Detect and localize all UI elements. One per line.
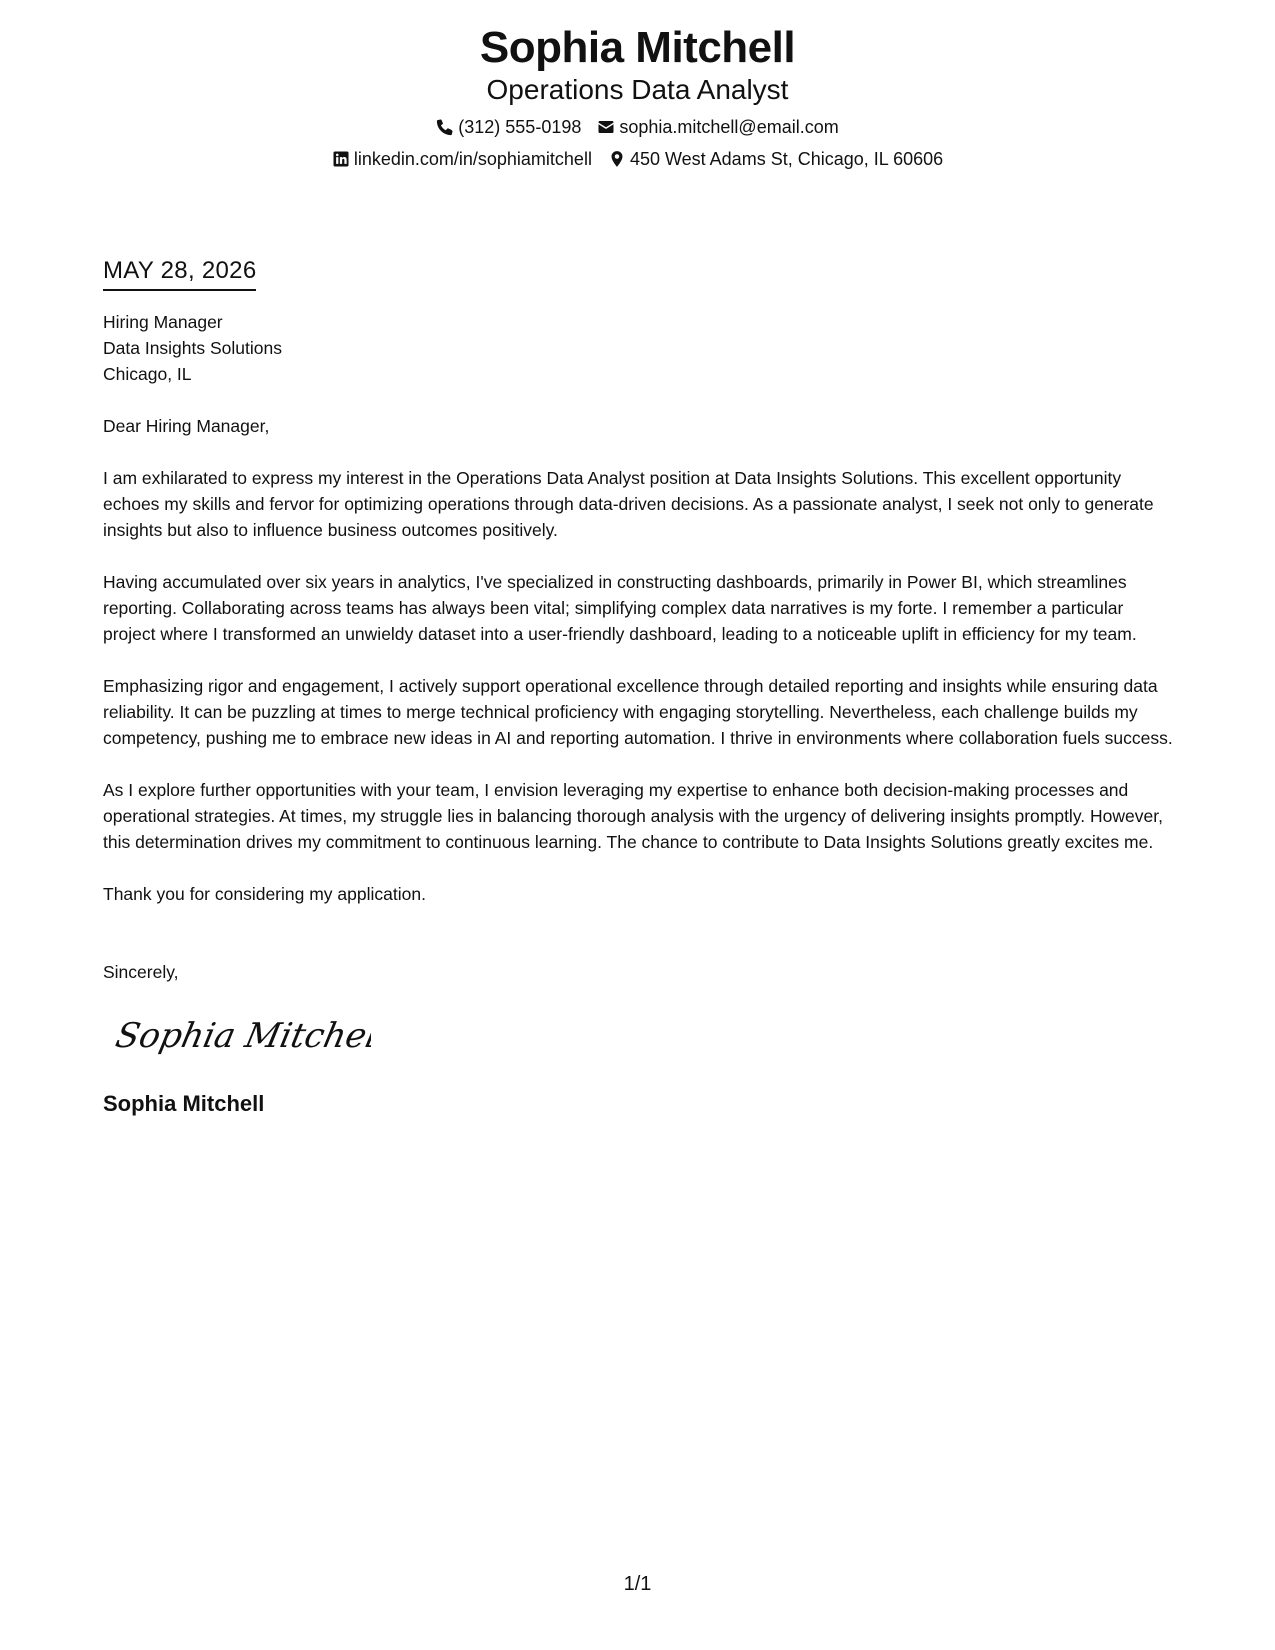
recipient-block [103,309,1175,387]
linkedin-text: linkedin.com/in/sophiamitchell [353,149,592,169]
body-paragraph: Emphasizing rigor and engagement, I actively support operational excellence through detailed reporting and insights while ensuring data reliability. It can be puzzling at times to merge technical proficiency with engaging storytelling. Nevertheless, each challenge builds my competency, pushing me to embrace new ideas in AI and reporting automation. I thrive in environments where collaboration fuels success. [103,676,1173,748]
body-paragraph: I am exhilarated to express my interest in the Operations Data Analyst position at Data Insights Solutions. This excellent opportunity echoes my skills and fervor for optimizing operations through data-driven decisions. As a passionate analyst, I seek not only to generate insights but also to influence business outcomes positively. [103,468,1154,540]
signature-text: Sophia Mitchell [112,1016,371,1056]
body-paragraph: Having accumulated over six years in analytics, I've specialized in constructing dashboards, primarily in Power BI, which streamlines reporting. Collaborating across teams has always been vital; simplifying complex data narratives is my forte. I remember a particular project where I transformed an unwieldy dataset into a user-friendly dashboard, leading to a noticeable uplift in efficiency for my team. [103,572,1137,644]
applicant-name: Sophia Mitchell [479,23,796,72]
envelope-icon [597,118,615,136]
recipient-line: Chicago, IL [103,364,192,384]
phone-text: (312) 555-0198 [458,117,582,137]
email-text: sophia.mitchell@email.com [619,117,839,137]
contact-address [608,147,943,171]
phone-icon [436,118,454,136]
letter-date: MAY 28, 2026 [103,255,256,291]
linkedin-icon [332,150,350,168]
map-marker-icon [608,150,626,168]
contact-row-2 [0,147,1275,171]
letter-body [103,255,1175,1118]
contact-row-1 [0,115,1275,139]
page-number: 1/1 [623,1573,652,1595]
signoff: Sincerely, [103,962,179,982]
recipient-line: Data Insights Solutions [103,338,282,358]
contact-phone [436,115,581,139]
salutation: Dear Hiring Manager, [103,416,270,436]
applicant-title: Operations Data Analyst [486,74,789,105]
address-text: 450 West Adams St, Chicago, IL 60606 [629,149,944,169]
signer-name: Sophia Mitchell [103,1091,265,1116]
recipient-line: Hiring Manager [103,312,223,332]
body-paragraph: As I explore further opportunities with your team, I envision leveraging my expertise to enhance both decision-making processes and operational strategies. At times, my struggle lies in balancing thorough analysis with the urgency of delivering insights promptly. However, this determination drives my commitment to continuous learning. The chance to contribute to Data Insights Solutions greatly excites me. [103,780,1163,852]
thank-you-line: Thank you for considering my application. [103,884,426,904]
contact-email[interactable] [597,115,838,139]
handwritten-signature [111,1005,371,1065]
contact-linkedin[interactable] [332,147,592,171]
letter-header [0,22,1275,171]
